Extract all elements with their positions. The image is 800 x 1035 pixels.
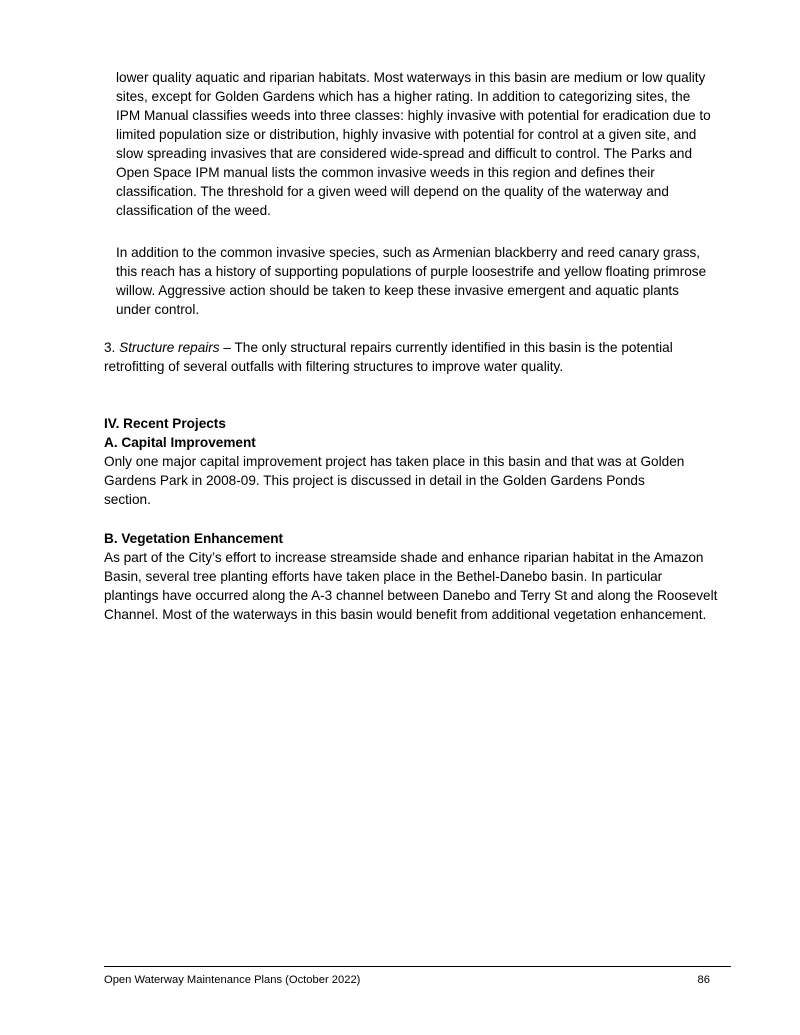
list-number: 3. bbox=[104, 340, 116, 355]
subheading-vegetation-enhancement: B. Vegetation Enhancement bbox=[104, 531, 284, 546]
section-heading-recent-projects: IV. Recent Projects bbox=[104, 416, 226, 431]
footer-divider bbox=[104, 966, 731, 967]
structure-repairs-text: – The only structural repairs currently identified in this basin is the potential retrofitting of several outfalls with filtering structures to improve water quality. bbox=[104, 340, 673, 374]
subheading-capital-improvement: A. Capital Improvement bbox=[104, 435, 256, 450]
footer-page-number: 86 bbox=[697, 974, 710, 986]
paragraph-structure-repairs bbox=[104, 338, 719, 376]
footer-document-title: Open Waterway Maintenance Plans (October 2022) bbox=[104, 974, 361, 986]
paragraph-weed-classification: lower quality aquatic and riparian habitats. Most waterways in this basin are medium or low quality sites, except for Golden Gardens which has a higher rating. In addition to categorizing sites, the IPM Manual classifies weeds into three classes: highly invasive with potential for eradication due to limited population size or distribution, highly invasive with potential for control at a given site, and slow spreading invasives that are considered wide-spread and difficult to control. The Parks and Open Space IPM manual lists the common invasive weeds in this region and defines their classification. The threshold for a given weed will depend on the quality of the waterway and classification of the weed. bbox=[116, 70, 711, 218]
paragraph-vegetation-enhancement: As part of the City’s effort to increase streamside shade and enhance riparian habitat in the Amazon Basin, several tree planting efforts have taken place in the Bethel-Danebo basin. In particular plantings have occurred along the A-3 channel between Danebo and Terry St and along the Roosevelt Channel. Most of the waterways in this basin would benefit from additional vegetation enhancement. bbox=[104, 550, 718, 622]
structure-repairs-term: Structure repairs bbox=[119, 340, 220, 355]
paragraph-capital-improvement: Only one major capital improvement project has taken place in this basin and that was at Golden Gardens Park in 2008-09. This project is discussed in detail in the Golden Gardens Ponds section. bbox=[104, 454, 685, 507]
paragraph-invasive-species: In addition to the common invasive species, such as Armenian blackberry and reed canary grass, this reach has a history of supporting populations of purple loosestrife and yellow floating primrose willow. Aggressive action should be taken to keep these invasive emergent and aquatic plants under control. bbox=[116, 245, 707, 317]
